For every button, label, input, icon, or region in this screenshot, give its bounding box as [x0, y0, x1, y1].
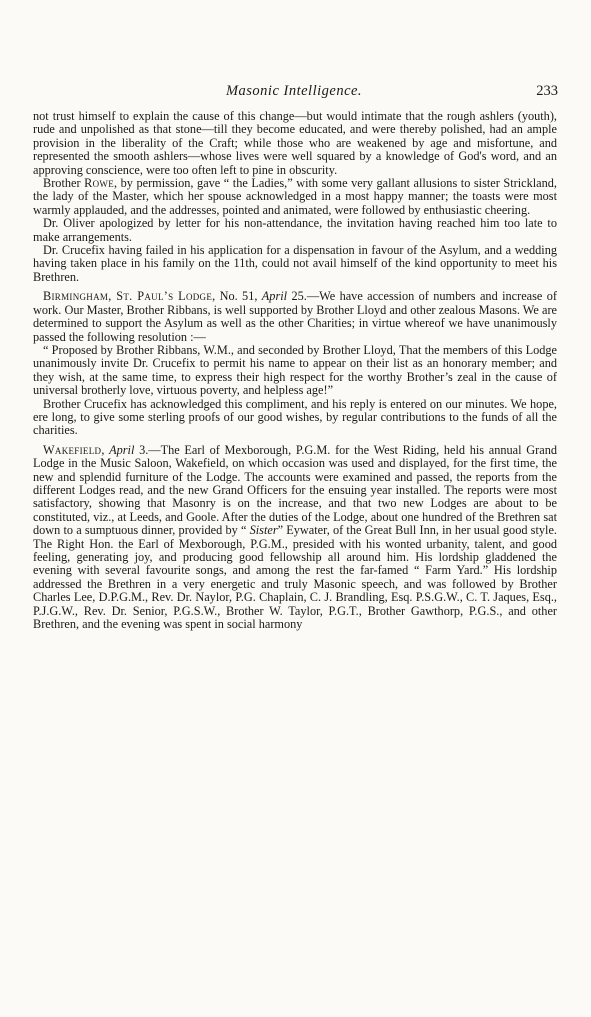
report-date-month: April: [109, 442, 135, 457]
paragraph-rowe-toast: [33, 177, 557, 217]
sister-word: Sister: [246, 523, 278, 538]
person-name: Rowe: [84, 176, 115, 191]
paragraph-resolution: “ Proposed by Brother Ribbans, W.M., and seconded by Brother Lloyd, That the members of this Lodge unanimously invite Dr. Crucefix to permit his name to appear on their list as an honorary member; and they wish, at the same time, to express their high respect for the worthy Brother’s zeal in the cause of universal brotherly love, virtuous poverty, and helpless age!”: [33, 342, 557, 398]
paragraph-continued: not trust himself to explain the cause of this change—but would intimate that the rough ashlers (youth), rude and unpolished as that stone—till they become educated, and were thereby polished, had an ample provision in the liberality of the Craft; while those who are weakened by age and misfortune, and represented the smooth ashlers—whose lives were well squared by a knowledge of God's word, and an approving conscience, were too often left to pine in obscurity.: [33, 109, 557, 177]
report-text-rest: 3.—The Earl of Mexborough, P.G.M. for the West Riding, held his annual Grand Lodge in the Music Saloon, Wakefield, on which occasion was used and displayed, for the first time, the new and splendid furniture of the Lodge. The accounts were examined and passed, the reports from the different Lodges read, and the new Grand Officers for the ensuing year installed. The reports were most satisfactory, showing that Masonry is on the increase, and that two new Lodges are about to be constituted, viz., at Leeds, and Goole. After the duties of the Lodge, about one hundred of the Brethren sat down to a sumptuous dinner, provided by “: [33, 442, 557, 538]
lodge-heading: Wakefield: [43, 442, 102, 457]
page-header: [30, 83, 558, 103]
report-text: , No. 51,: [212, 289, 262, 304]
text-lead: Brother: [43, 176, 85, 191]
report-date-month: April: [261, 289, 288, 304]
paragraph-text: , by permission, gave “ the Ladies,” with some very gallant allusions to sister Strickland, the lady of the Master, which her spouse acknowledged in a most happy manner; the toasts were most warmly applauded, and the addresses, pointed and animated, were followed by enthusiastic cheering.: [33, 176, 557, 217]
report-birmingham: [33, 290, 557, 344]
report-text-tail: ” Eywater, of the Great Bull Inn, in her usual good style. The Right Hon. the Earl of Mexborough, P.G.M., presided with his wonted urbanity, talent, and good feeling, generating joy, and producing good fellowship all around him. His lordship gladdened the evening with several favourite songs, and among the rest the far-famed “ Farm Yard.” His lordship addressed the Brethren in a very energetic and truly Masonic speech, and was followed by Brother Charles Lee, D.P.G.M., Rev. Dr. Naylor, P.G. Chaplain, C. J. Brandling, Esq. P.S.G.W., C. T. Jaques, Esq., P.J.G.W., Rev. Dr. Senior, P.G.S.W., Brother W. Taylor, P.G.T., Brother Gawthorp, P.G.S., and other Brethren, and the evening was spent in social harmony: [33, 523, 557, 632]
report-wakefield: [33, 444, 557, 632]
report-text-rest: 25.—We have accession of numbers and increase of work. Our Master, Brother Ribbans, is well supported by Brother Lloyd and other zealous Masons. We are determined to support the Asylum as well as the other Charities; in virtue whereof we have unanimously passed the following resolution :—: [33, 289, 557, 344]
running-title: Masonic Intelligence.: [225, 83, 363, 99]
paragraph-crucefix-absence: Dr. Crucefix having failed in his application for a dispensation in favour of the Asylum, and a wedding having taken place in his family on the 11th, could not avail himself of the kind opportunity to meet his Brethren.: [33, 243, 557, 284]
paragraph-oliver-apology: Dr. Oliver apologized by letter for his non-attendance, the invitation having reached him too late to make arrangements.: [33, 216, 557, 244]
page-number: 233: [536, 83, 558, 99]
paragraph-acknowledgement: Brother Crucefix has acknowledged this compliment, and his reply is entered on our minutes. We hope, ere long, to give some sterling proofs of our good wishes, by regular contributions to the funds of all the charities.: [33, 396, 557, 438]
article-body: [33, 110, 557, 631]
report-text: ,: [101, 442, 110, 457]
lodge-heading: Birmingham, St. Paul’s Lodge: [43, 289, 213, 304]
